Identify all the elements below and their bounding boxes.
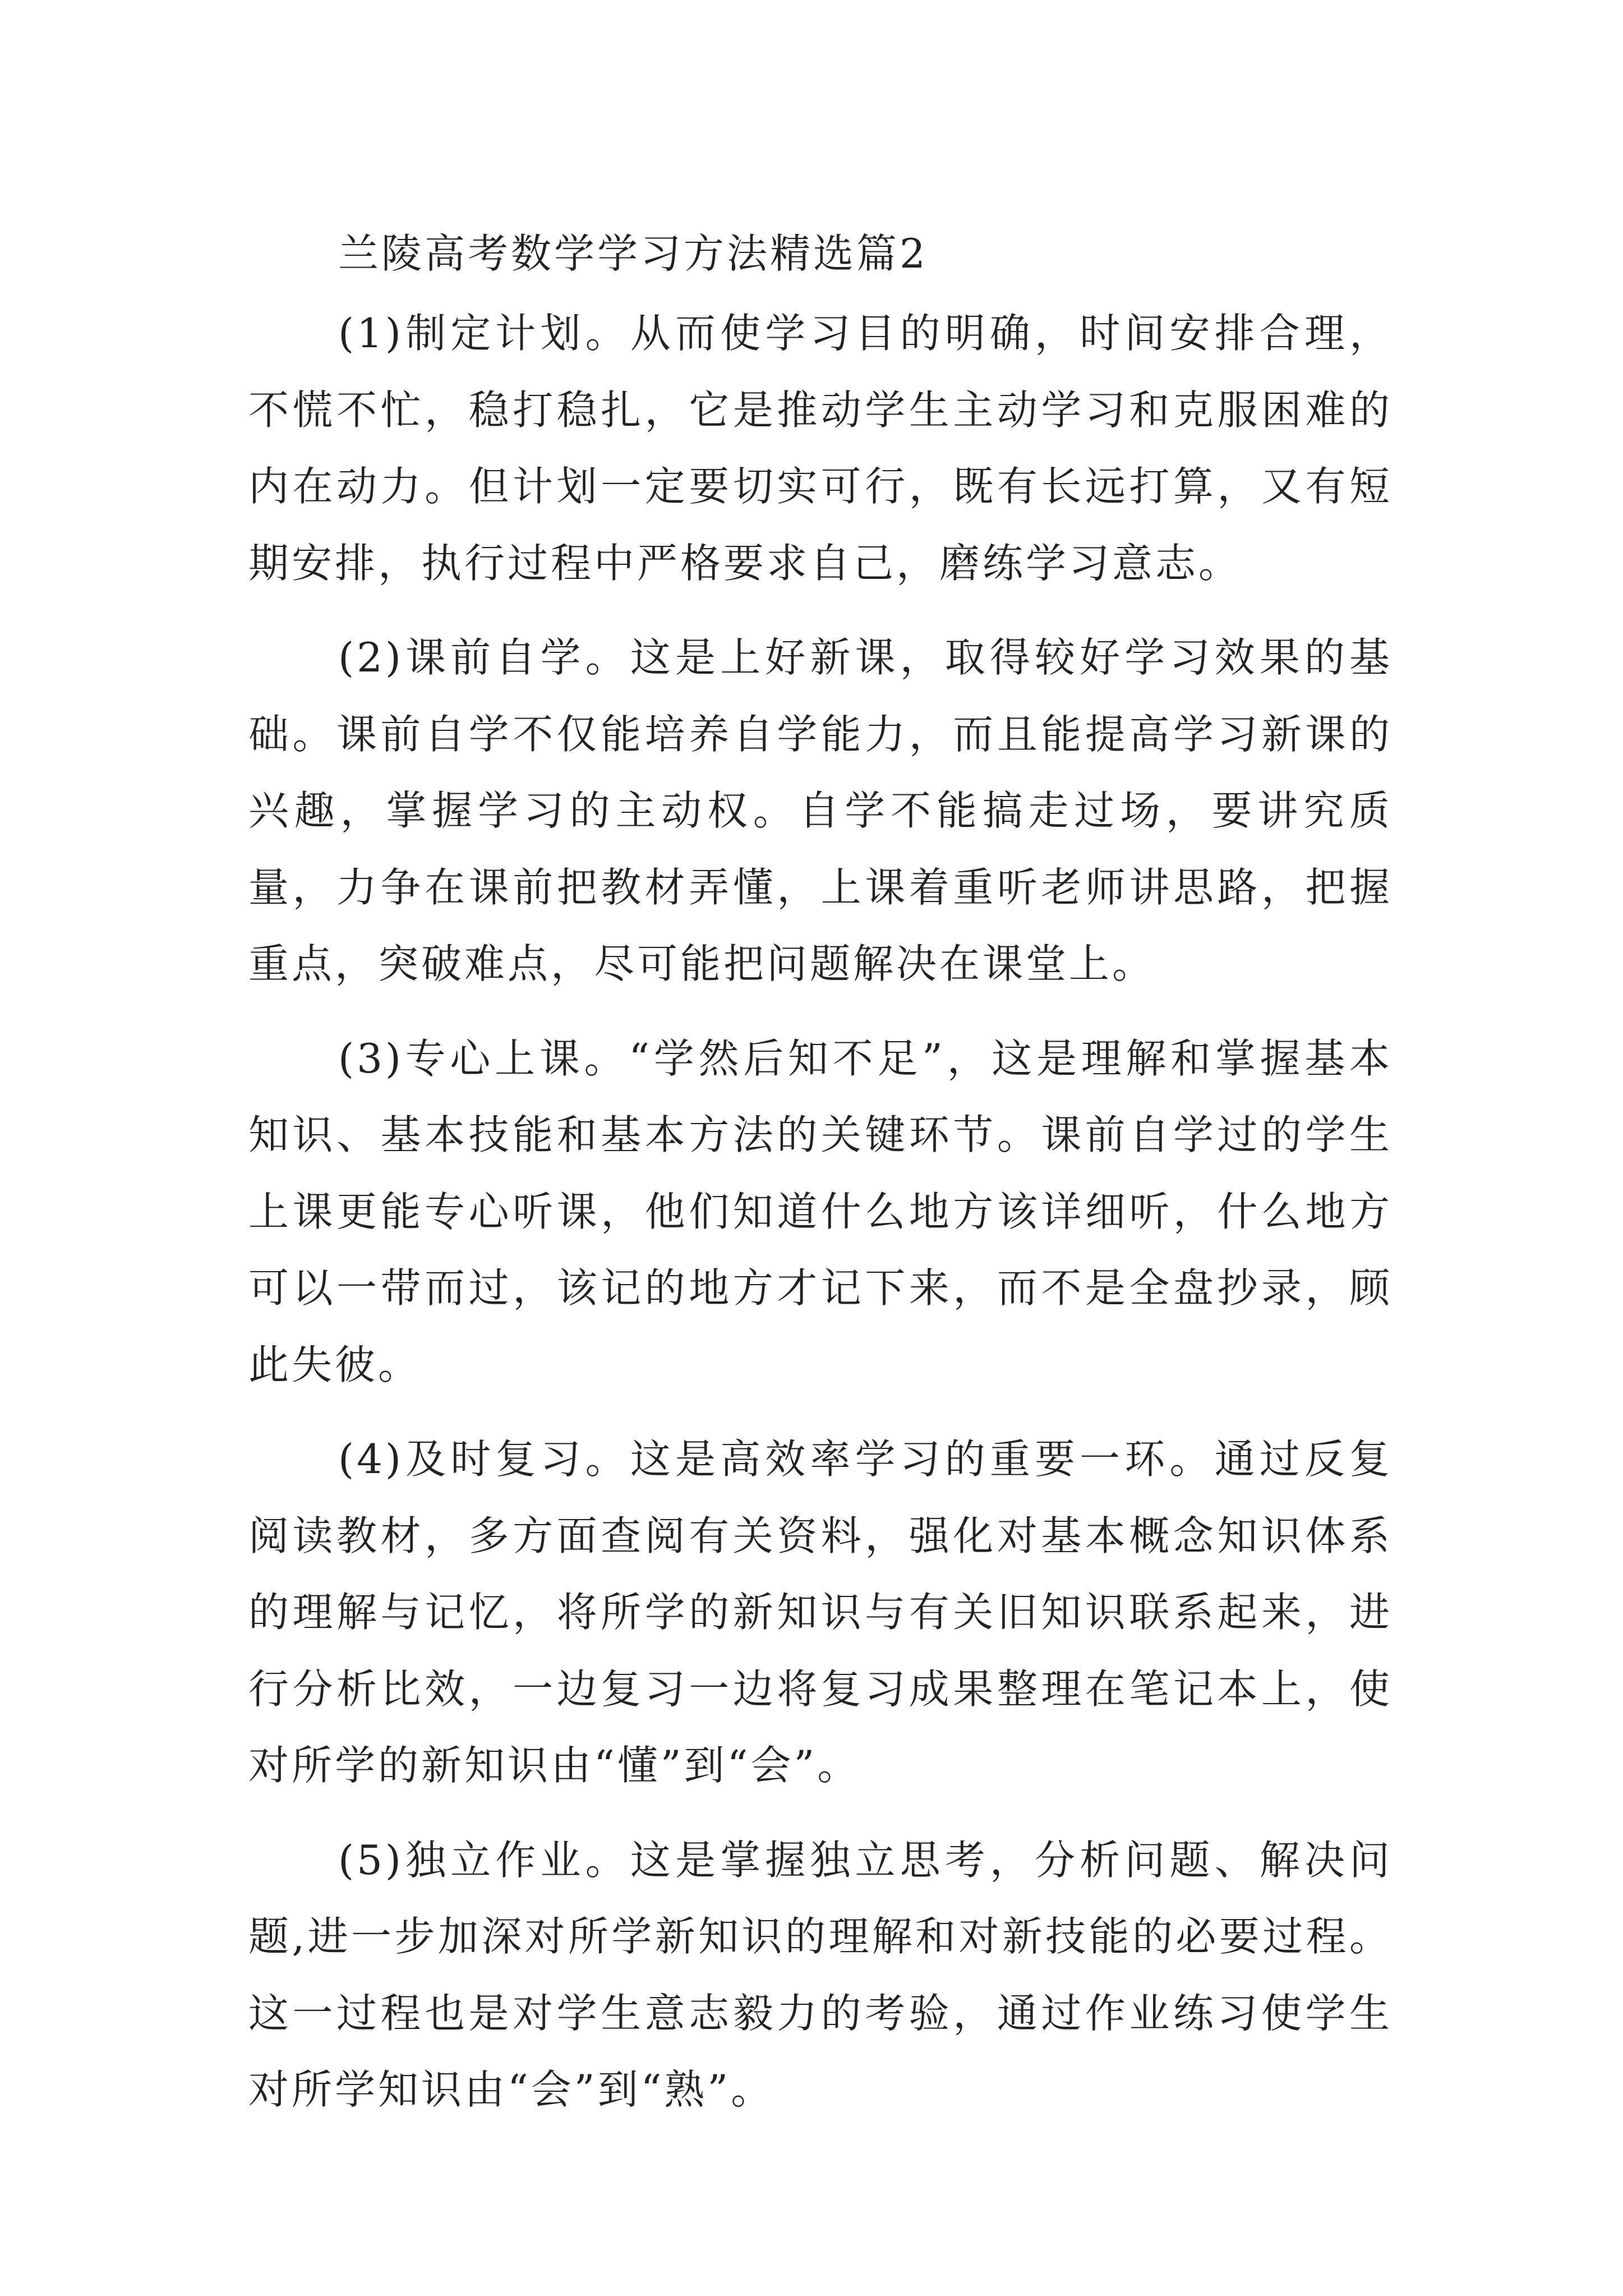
document-title: 兰陵高考数学学习方法精选篇2 — [338, 230, 928, 277]
paragraph-plan: (1)制定计划。从而使学习目的明确，时间安排合理，不慌不忙，稳打稳扎，它是推动学生主动学习和克服困难的内在动力。但计划一定要切实可行，既有长远打算，又有短期安排，执行过程中严格要求自己，磨练学习意志。 — [248, 310, 1393, 587]
document-page — [248, 212, 1393, 2146]
paragraph-homework: (5)独立作业。这是掌握独立思考，分析问题、解决问题,进一步加深对所学新知识的理解和对新技能的必要过程。这一过程也是对学生意志毅力的考验，通过作业练习使学生对所学知识由“会”到“熟”。 — [248, 1836, 1393, 2113]
paragraph-attend-class: (3)专心上课。“学然后知不足”，这是理解和掌握基本知识、基本技能和基本方法的关键环节。课前自学过的学生上课更能专心听课，他们知道什么地方该详细听，什么地方可以一带而过，该记的地方才记下来，而不是全盘抄录，顾此失彼。 — [248, 1034, 1393, 1388]
paragraph-review: (4)及时复习。这是高效率学习的重要一环。通过反复阅读教材，多方面查阅有关资料，强化对基本概念知识体系的理解与记忆，将所学的新知识与有关旧知识联系起来，进行分析比效，一边复习一边将复习成果整理在笔记本上，使对所学的新知识由“懂”到“会”。 — [248, 1435, 1393, 1789]
paragraph-preview: (2)课前自学。这是上好新课，取得较好学习效果的基础。课前自学不仅能培养自学能力，而且能提高学习新课的兴趣，掌握学习的主动权。自学不能搞走过场，要讲究质量，力争在课前把教材弄懂，上课着重听老师讲思路，把握重点，突破难点，尽可能把问题解决在课堂上。 — [248, 634, 1393, 987]
